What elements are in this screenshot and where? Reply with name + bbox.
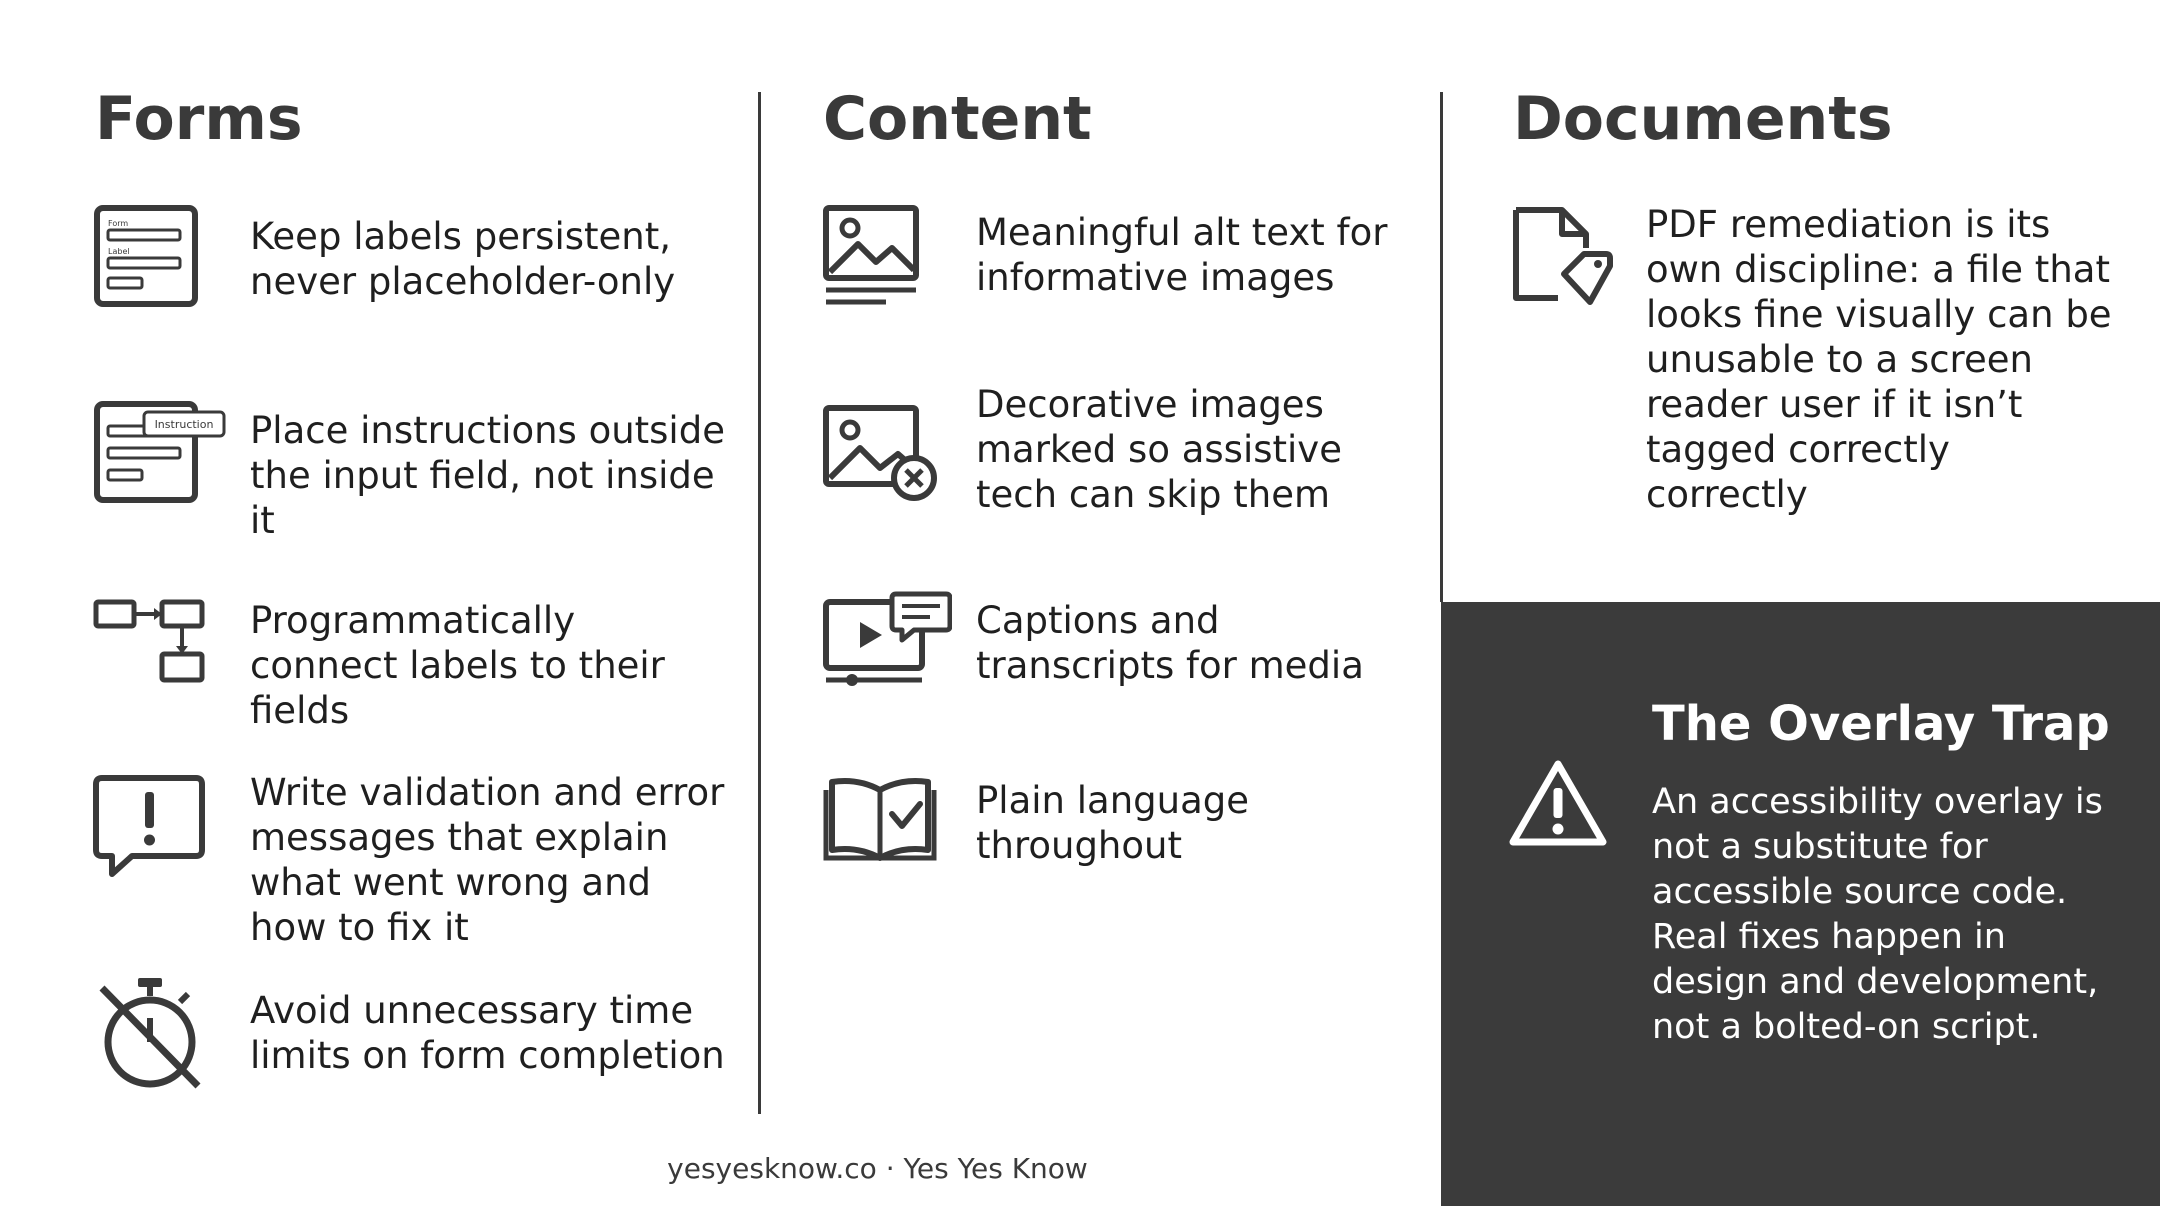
- no-timer-icon: [96, 976, 206, 1090]
- documents-item-1: PDF remediation is its own discipline: a file that looks fine visually can be unusable to a screen reader user if it isn’t tagged correctly correctly: [1646, 203, 2112, 516]
- documents-heading: Documents: [1513, 84, 1893, 154]
- content-item-1: Meaningful alt text for informative images: [976, 211, 1388, 299]
- forms-item-3: Programmatically connect labels to their fields: [250, 599, 665, 732]
- overlay-trap-title: The Overlay Trap: [1652, 696, 2110, 752]
- content-item-4: Plain language throughout: [976, 779, 1250, 867]
- image-alt-text-icon: [822, 204, 922, 308]
- column-divider-right: [1440, 92, 1443, 602]
- open-book-check-icon: [822, 774, 938, 864]
- decorative-image-icon: [822, 404, 942, 504]
- content-heading: Content: [823, 84, 1092, 154]
- forms-item-5: Avoid unnecessary time limits on form completion: [250, 989, 725, 1077]
- tagged-document-icon: [1510, 204, 1618, 312]
- connect-fields-icon: [92, 596, 208, 686]
- column-divider-left: [758, 92, 761, 1114]
- content-item-3: Captions and transcripts for media: [976, 599, 1364, 687]
- overlay-trap-body: An accessibility overlay is not a substitute for accessible source code. Real fixes happen in design and development, not a bolted-on script.: [1652, 782, 2103, 1047]
- error-message-icon: [92, 772, 208, 880]
- forms-item-4: Write validation and error messages that explain what went wrong and how to fix it: [250, 771, 725, 949]
- form-icon-label-form: Form: [108, 219, 129, 228]
- forms-heading: Forms: [95, 84, 303, 154]
- form-instruction-icon: [92, 398, 232, 510]
- forms-item-1: Keep labels persistent, never placeholder-only: [250, 215, 676, 303]
- forms-item-2: Place instructions outside the input field, not inside it: [250, 409, 725, 542]
- form-icon-label-label: Label: [108, 247, 130, 256]
- video-captions-icon: [822, 590, 952, 688]
- instruction-icon-label: Instruction: [154, 418, 214, 431]
- content-item-2: Decorative images marked so assistive tech can skip them: [976, 383, 1342, 516]
- form-labels-icon: [92, 200, 204, 312]
- footer-credit: yesyesknow.co · Yes Yes Know: [667, 1152, 1088, 1185]
- warning-triangle-icon: [1508, 758, 1608, 848]
